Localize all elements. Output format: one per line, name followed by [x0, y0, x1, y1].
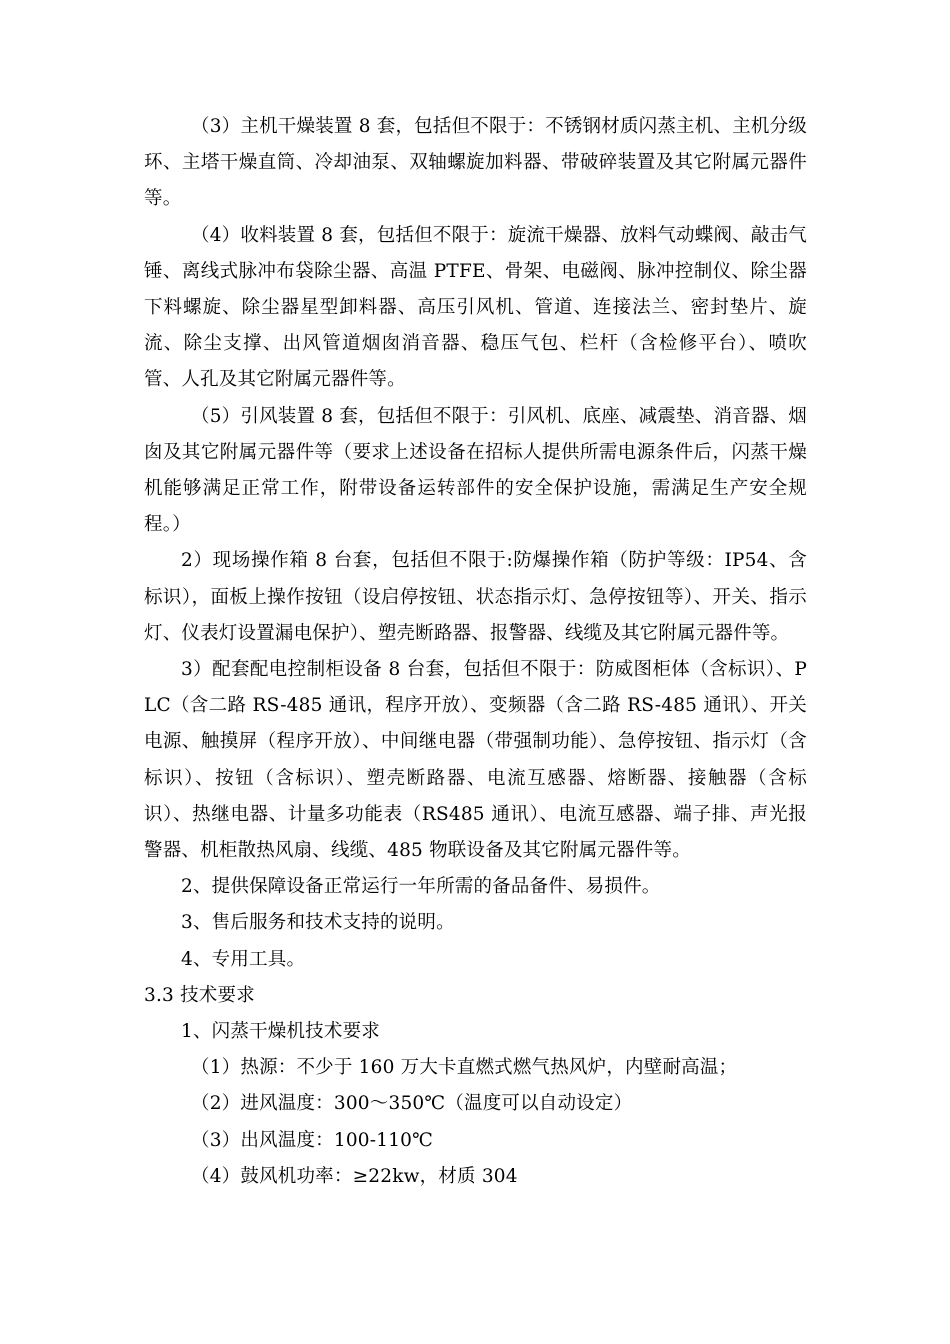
paragraph-collection-device: （4）收料装置 8 套，包括但不限于：旋流干燥器、放料气动蝶阀、敲击气锤、离线式脉冲布袋除尘器、高温 PTFE、骨架、电磁阀、脉冲控制仪、除尘器下料螺旋、除尘器星型卸料器、高压引风机、管道、连接法兰、密封垫片、旋流、除尘支撑、出风管道烟囱消音器、稳压气包、栏杆（含检修平台）、喷吹管、人孔及其它附属元器件等。 — [144, 224, 807, 391]
paragraph-control-cabinet: 3）配套配电控制柜设备 8 台套，包括但不限于：防威图柜体（含标识）、PLC（含二路 RS-485 通讯，程序开放）、变频器（含二路 RS-485 通讯）、开关电源、触摸屏（程序开放）、中间继电器（带强制功能）、急停按钮、指示灯（含标识）、按钮（含标识）、塑壳断路器、电流互感器、熔断器、接触器（含标识）、热继电器、计量多功能表（RS485 通讯）、电流互感器、端子排、声光报警器、机柜散热风扇、线缆、485 物联设备及其它附属元器件等。 — [144, 659, 807, 862]
requirement-outlet-temperature: （3）出风温度：100-110℃ — [191, 1129, 434, 1151]
paragraph-after-sales: 3、售后服务和技术支持的说明。 — [181, 912, 455, 934]
requirement-heat-source: （1）热源：不少于 160 万大卡直燃式燃气热风炉，内壁耐高温； — [191, 1057, 738, 1079]
paragraph-main-dryer: （3）主机干燥装置 8 套，包括但不限于：不锈钢材质闪蒸主机、主机分级环、主塔干燥直筒、冷却油泵、双轴螺旋加料器、带破碎装置及其它附属元器件等。 — [144, 116, 807, 210]
paragraph-spare-parts: 2、提供保障设备正常运行一年所需的备品备件、易损件。 — [181, 876, 661, 898]
paragraph-induced-draft-device: （5）引风装置 8 套，包括但不限于：引风机、底座、减震垫、消音器、烟囱及其它附属元器件等（要求上述设备在招标人提供所需电源条件后，闪蒸干燥机能够满足正常工作，附带设备运转部件的安全保护设施，需满足生产安全规程。） — [144, 405, 807, 536]
paragraph-field-operation-box: 2）现场操作箱 8 台套，包括但不限于:防爆操作箱（防护等级：IP54、含标识），面板上操作按钮（设启停按钮、状态指示灯、急停按钮等）、开关、指示灯、仪表灯设置漏电保护）、塑壳断路器、报警器、线缆及其它附属元器件等。 — [144, 550, 807, 644]
section-heading-technical-requirements: 3.3 技术要求 — [144, 984, 255, 1006]
document-body — [0, 109, 950, 1195]
subheading-flash-dryer-requirements: 1、闪蒸干燥机技术要求 — [181, 1021, 380, 1043]
requirement-blower-power: （4）鼓风机功率：≥22kw，材质 304 — [191, 1165, 518, 1187]
paragraph-special-tools: 4、专用工具。 — [181, 948, 306, 970]
requirement-inlet-temperature: （2）进风温度：300～350℃（温度可以自动设定） — [191, 1093, 633, 1115]
